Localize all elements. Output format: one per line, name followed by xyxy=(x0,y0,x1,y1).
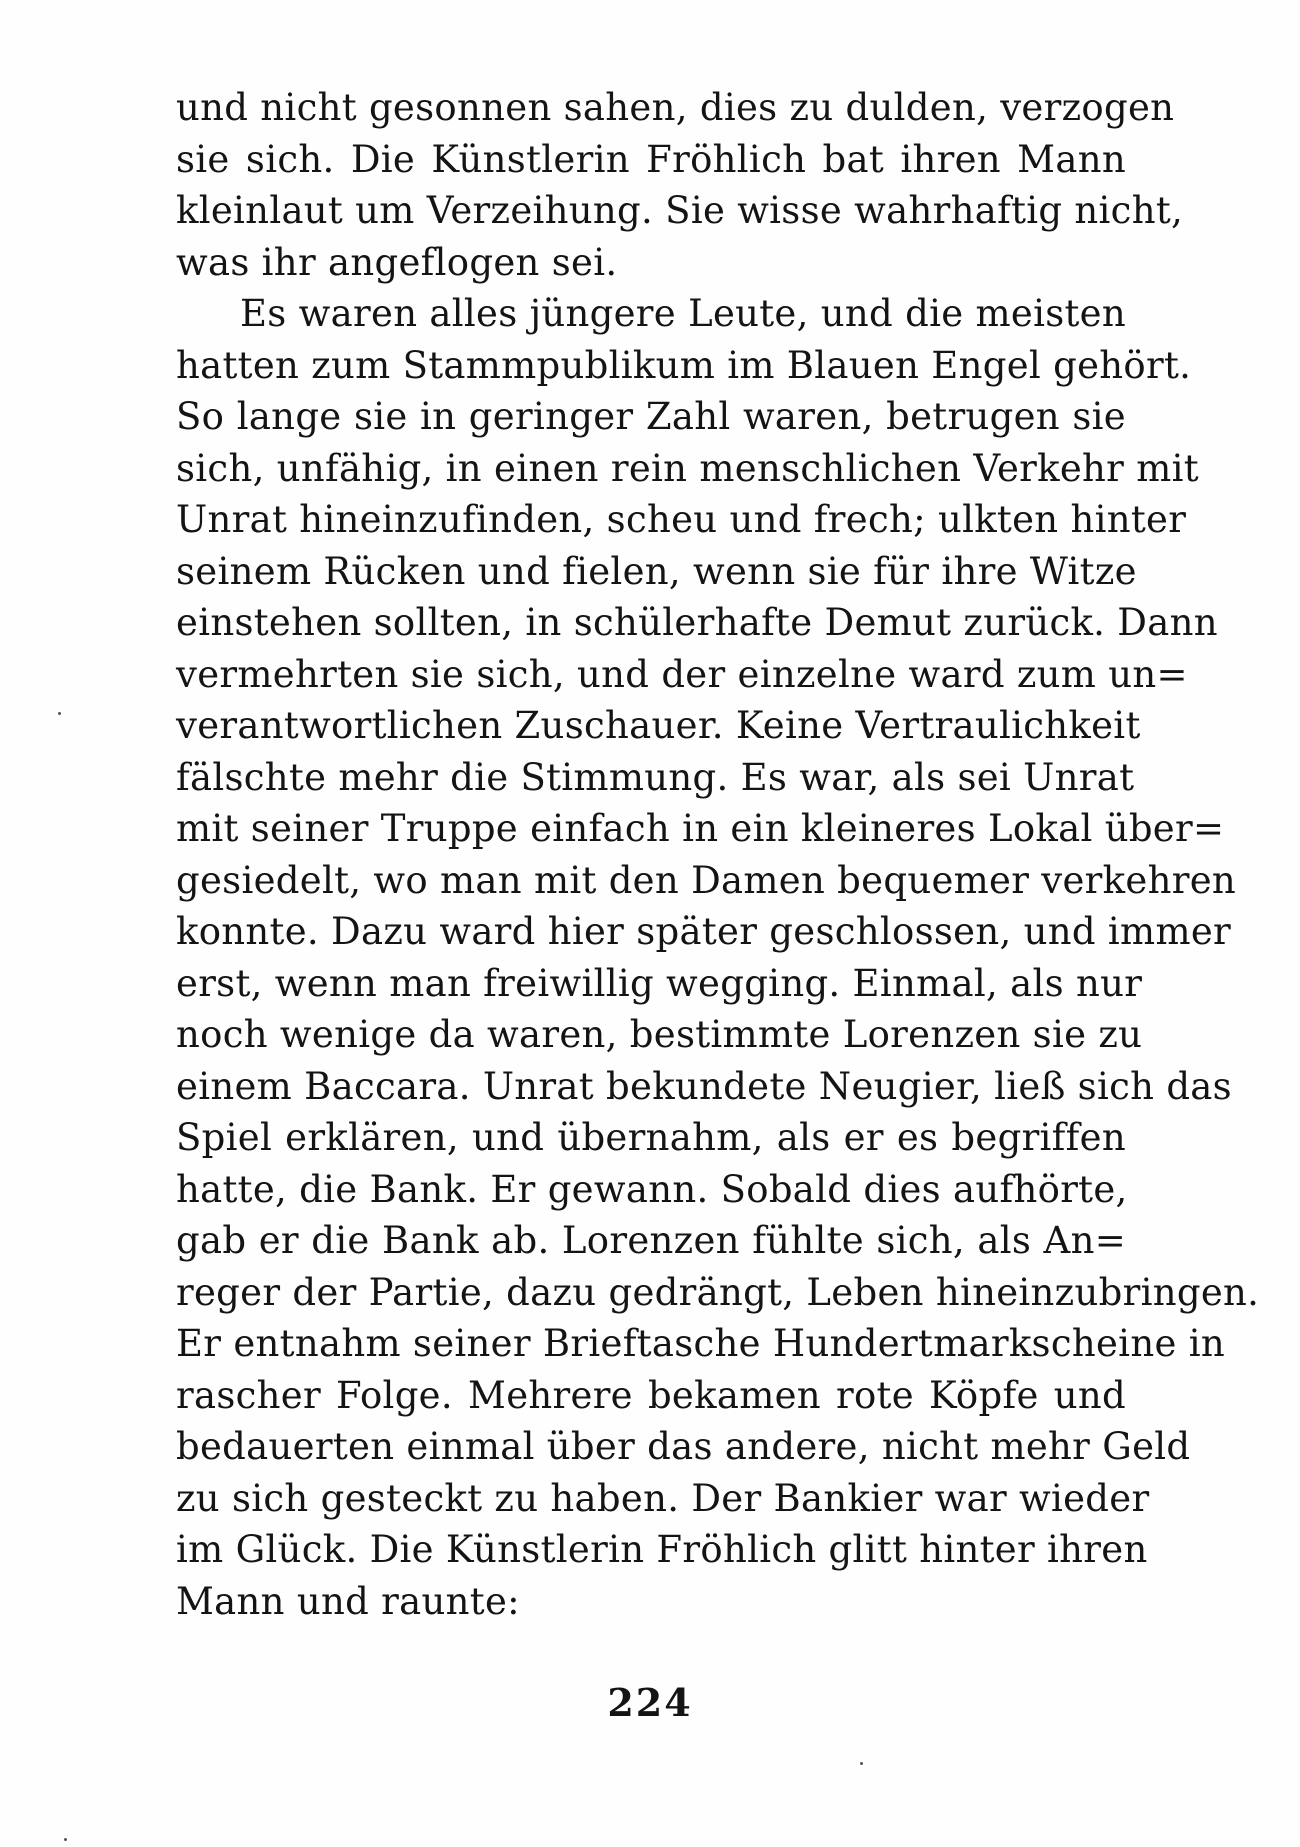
text-line: Er entnahm seiner Brieftasche Hundertmarkscheine in xyxy=(176,1322,1225,1365)
text-line: was ihr angeflogen sei. xyxy=(176,240,618,284)
text-line: Es waren alles jüngere Leute, und die meisten xyxy=(240,292,1126,335)
text-line: bedauerten einmal über das andere, nicht mehr Geld xyxy=(176,1425,1191,1468)
text-line: Spiel erklären, und übernahm, als er es begriffen xyxy=(176,1116,1126,1159)
text-line: einem Baccara. Unrat bekundete Neugier, ließ sich das xyxy=(176,1064,1232,1108)
text-line: sich, unfähig, in einen rein menschlichen Verkehr mit xyxy=(176,446,1199,490)
scan-speck xyxy=(860,1762,863,1765)
text-line: verantwortlichen Zuschauer. Keine Vertraulichkeit xyxy=(176,704,1141,747)
text-line: So lange sie in geringer Zahl waren, betrugen sie xyxy=(176,395,1126,438)
text-line: fälschte mehr die Stimmung. Es war, als sei Unrat xyxy=(176,755,1135,799)
text-line: vermehrten sie sich, und der einzelne ward zum un= xyxy=(176,652,1188,696)
text-line: reger der Partie, dazu gedrängt, Leben hineinzubringen. xyxy=(176,1270,1260,1314)
text-line: und nicht gesonnen sahen, dies zu dulden, verzogen xyxy=(176,86,1175,129)
text-line: kleinlaut um Verzeihung. Sie wisse wahrhaftig nicht, xyxy=(176,189,1184,232)
text-line: zu sich gesteckt zu haben. Der Bankier war wieder xyxy=(176,1476,1150,1520)
text-line: hatte, die Bank. Er gewann. Sobald dies aufhörte, xyxy=(176,1167,1128,1211)
text-line: erst, wenn man freiwillig wegging. Einmal, als nur xyxy=(176,961,1143,1005)
text-line: noch wenige da waren, bestimmte Lorenzen sie zu xyxy=(176,1013,1143,1056)
text-line: sie sich. Die Künstlerin Fröhlich bat ihren Mann xyxy=(176,137,1126,181)
text-line: mit seiner Truppe einfach in ein kleineres Lokal über= xyxy=(176,807,1225,850)
text-line: hatten zum Stammpublikum im Blauen Engel gehört. xyxy=(176,343,1192,387)
text-line: rascher Folge. Mehrere bekamen rote Köpfe und xyxy=(176,1373,1126,1417)
text-line: Mann und raunte: xyxy=(176,1579,520,1623)
body-text xyxy=(176,82,1260,1627)
page-number: 224 xyxy=(607,1680,693,1725)
text-line: gab er die Bank ab. Lorenzen fühlte sich, als An= xyxy=(176,1219,1126,1262)
text-line: seinem Rücken und fielen, wenn sie für ihre Witze xyxy=(176,549,1137,593)
text-line: Unrat hineinzufinden, scheu und frech; ulkten hinter xyxy=(176,498,1187,541)
text-line: gesiedelt, wo man mit den Damen bequemer verkehren xyxy=(176,858,1237,902)
scan-speck xyxy=(58,712,61,715)
scan-speck xyxy=(64,1838,67,1841)
text-line: konnte. Dazu ward hier später geschlossen, und immer xyxy=(176,910,1232,953)
text-line: einstehen sollten, in schülerhafte Demut zurück. Dann xyxy=(176,601,1218,644)
text-line: im Glück. Die Künstlerin Fröhlich glitt hinter ihren xyxy=(176,1528,1148,1571)
